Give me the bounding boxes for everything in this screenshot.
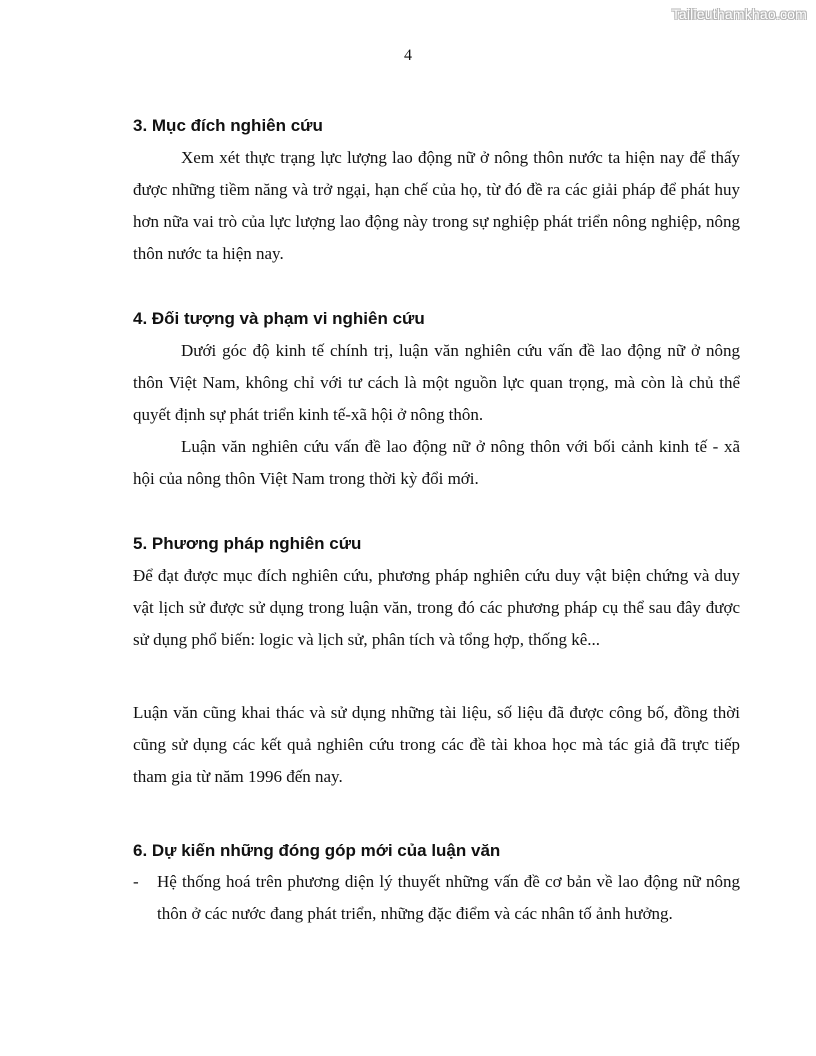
page-number: 4 xyxy=(404,47,412,64)
section-3-paragraph-1: Xem xét thực trạng lực lượng lao động nữ ở nông thôn nước ta hiện nay để thấy được những tiềm năng và trở ngại, hạn chế của họ, từ đó đề ra các giải pháp để phát huy hơn nữa vai trò của lực lượng lao động này trong sự nghiệp phát triển nông nghiệp, nông thôn nước ta hiện nay. xyxy=(133,148,740,263)
section-5-paragraph-2: Luận văn cũng khai thác và sử dụng những tài liệu, số liệu đã được công bố, đồng thời cũng sử dụng các kết quả nghiên cứu trong các đề tài khoa học mà tác giả đã trực tiếp tham gia từ năm 1996 đến nay. xyxy=(133,703,740,786)
bullet-marker: - xyxy=(133,872,139,891)
section-4-heading: 4. Đối tượng và phạm vi nghiên cứu xyxy=(133,309,425,328)
section-5-heading: 5. Phương pháp nghiên cứu xyxy=(133,534,362,553)
watermark-text: Tailieuthamkhao.com xyxy=(671,6,807,22)
bullet-item-1: Hệ thống hoá trên phương diện lý thuyết những vấn đề cơ bản về lao động nữ nông thôn ở các nước đang phát triển, những đặc điểm và các nhân tố ảnh hưởng. xyxy=(157,872,740,923)
section-3-heading: 3. Mục đích nghiên cứu xyxy=(133,116,323,135)
section-5-paragraph-1: Để đạt được mục đích nghiên cứu, phương pháp nghiên cứu duy vật biện chứng và duy vật lịch sử được sử dụng trong luận văn, trong đó các phương pháp cụ thể sau đây được sử dụng phổ biến: logic và lịch sử, phân tích và tổng hợp, thống kê... xyxy=(133,566,740,649)
section-4-paragraph-2: Luận văn nghiên cứu vấn đề lao động nữ ở nông thôn với bối cảnh kinh tế - xã hội của nông thôn Việt Nam trong thời kỳ đổi mới. xyxy=(133,437,740,488)
section-4-paragraph-1: Dưới góc độ kinh tế chính trị, luận văn nghiên cứu vấn đề lao động nữ ở nông thôn Việt Nam, không chỉ với tư cách là một nguồn lực quan trọng, mà còn là chủ thể quyết định sự phát triển kinh tế-xã hội ở nông thôn. xyxy=(133,341,740,424)
section-6-heading: 6. Dự kiến những đóng góp mới của luận văn xyxy=(133,841,501,860)
